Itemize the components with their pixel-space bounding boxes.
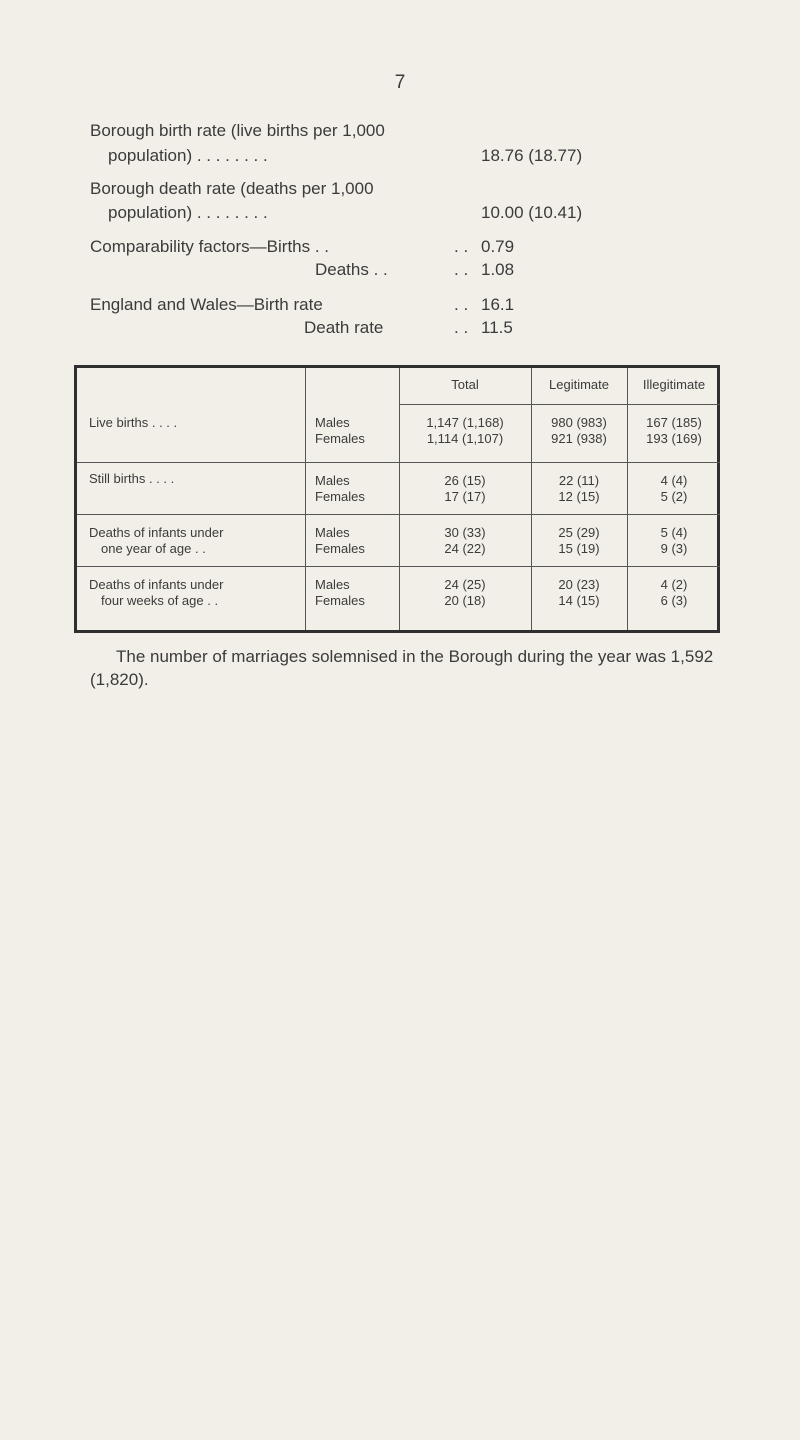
legitimate-cell: 15 (19) <box>558 541 600 556</box>
sex-label: Females <box>315 489 365 504</box>
header-total: Total <box>451 377 479 392</box>
comparability-births-label: Comparability factors—Births . . <box>90 237 330 256</box>
death-rate-label: Borough death rate (deaths per 1,000 <box>90 179 374 198</box>
marriages-note: The number of marriages solemnised in the Borough during the year was 1,592 (1,820). <box>90 647 714 689</box>
row-label: Deaths of infants under <box>89 577 224 592</box>
comparability-deaths-value: 1.08 <box>481 260 515 279</box>
total-cell: 1,147 (1,168) <box>426 415 504 430</box>
row-label-cont: one year of age . . <box>101 541 206 556</box>
row-divider-3 <box>77 566 720 567</box>
total-cell: 26 (15) <box>444 473 486 488</box>
england-wales-death-dots: . . <box>454 318 469 337</box>
england-wales-birth-label: England and Wales—Birth rate <box>90 295 323 314</box>
row-label: Still births . . . . <box>89 471 175 486</box>
sex-label: Males <box>315 415 350 430</box>
total-cell: 24 (25) <box>444 577 486 592</box>
death-rate-label-cont: population) . . . . . . . . <box>108 203 268 222</box>
birth-rate-value: 18.76 (18.77) <box>481 146 583 165</box>
col-divider-sex <box>305 368 306 630</box>
sex-label: Males <box>315 525 350 540</box>
sex-label: Females <box>315 431 365 446</box>
death-rate-value: 10.00 (10.41) <box>481 203 583 222</box>
vital-statistics-table <box>74 365 720 633</box>
illegitimate-cell: 4 (2) <box>660 577 688 592</box>
legitimate-cell: 20 (23) <box>558 577 600 592</box>
illegitimate-cell: 5 (2) <box>660 489 688 504</box>
row-divider-1 <box>77 462 720 463</box>
sex-label: Males <box>315 577 350 592</box>
illegitimate-cell: 167 (185) <box>646 415 702 430</box>
row-label-cont: four weeks of age . . <box>101 593 219 608</box>
sex-label: Males <box>315 473 350 488</box>
england-wales-birth-value: 16.1 <box>481 295 515 314</box>
legitimate-cell: 14 (15) <box>558 593 600 608</box>
comparability-births-dots: . . <box>454 237 469 256</box>
total-cell: 1,114 (1,107) <box>426 431 504 446</box>
sex-label: Females <box>315 541 365 556</box>
illegitimate-cell: 4 (4) <box>660 473 688 488</box>
legitimate-cell: 12 (15) <box>558 489 600 504</box>
row-label: Deaths of infants under <box>89 525 224 540</box>
comparability-deaths-dots: . . <box>454 260 469 279</box>
total-cell: 20 (18) <box>444 593 486 608</box>
header-divider <box>399 404 720 405</box>
sex-label: Females <box>315 593 365 608</box>
england-wales-death-label: Death rate <box>304 318 384 337</box>
legitimate-cell: 980 (983) <box>551 415 607 430</box>
england-wales-birth-dots: . . <box>454 295 469 314</box>
comparability-deaths-label: Deaths . . <box>315 260 388 279</box>
legitimate-cell: 921 (938) <box>551 431 607 446</box>
total-cell: 30 (33) <box>444 525 486 540</box>
birth-rate-label-cont: population) . . . . . . . . <box>108 146 268 165</box>
total-cell: 24 (22) <box>444 541 486 556</box>
header-illegitimate: Illegitimate <box>642 377 706 392</box>
page-number: 7 <box>394 72 406 93</box>
legitimate-cell: 22 (11) <box>558 473 600 488</box>
illegitimate-cell: 5 (4) <box>660 525 688 540</box>
row-divider-2 <box>77 514 720 515</box>
comparability-births-value: 0.79 <box>481 237 515 256</box>
legitimate-cell: 25 (29) <box>558 525 600 540</box>
illegitimate-cell: 6 (3) <box>660 593 688 608</box>
header-legitimate: Legitimate <box>549 377 609 392</box>
england-wales-death-value: 11.5 <box>481 318 513 337</box>
illegitimate-cell: 9 (3) <box>660 541 688 556</box>
row-label: Live births . . . . <box>89 415 178 430</box>
total-cell: 17 (17) <box>444 489 486 504</box>
birth-rate-label: Borough birth rate (live births per 1,000 <box>90 121 385 140</box>
illegitimate-cell: 193 (169) <box>646 431 702 446</box>
